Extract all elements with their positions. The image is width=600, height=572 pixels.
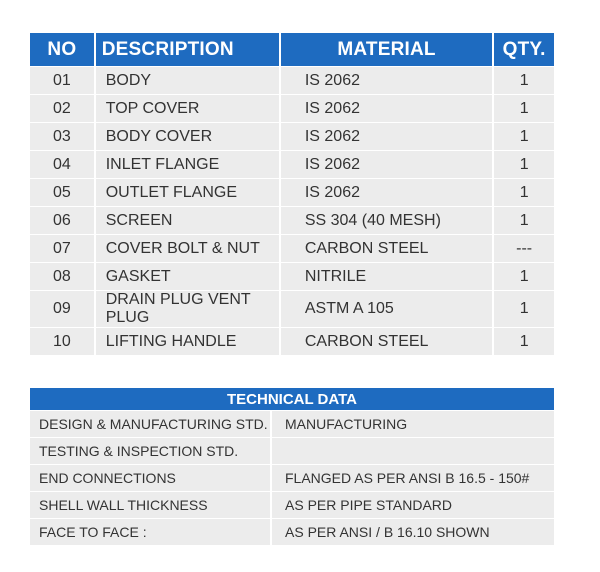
tech-label: TESTING & INSPECTION STD. — [30, 438, 270, 464]
cell-qty: 1 — [494, 207, 554, 234]
cell-material: ASTM A 105 — [281, 291, 492, 327]
table-row — [30, 179, 554, 206]
technical-data-row — [30, 519, 554, 545]
cell-no: 05 — [30, 179, 94, 206]
cell-no: 07 — [30, 235, 94, 262]
cell-description: BODY COVER — [96, 123, 279, 150]
parts-table — [28, 32, 556, 356]
cell-no: 09 — [30, 291, 94, 327]
header-description: DESCRIPTION — [96, 33, 279, 66]
cell-description: LIFTING HANDLE — [96, 328, 279, 355]
header-no: NO — [30, 33, 94, 66]
tech-label: SHELL WALL THICKNESS — [30, 492, 270, 518]
table-row — [30, 291, 554, 327]
cell-description: COVER BOLT & NUT — [96, 235, 279, 262]
cell-material: SS 304 (40 MESH) — [281, 207, 492, 234]
cell-qty: 1 — [494, 263, 554, 290]
cell-no: 08 — [30, 263, 94, 290]
cell-no: 06 — [30, 207, 94, 234]
table-row — [30, 151, 554, 178]
tech-label: FACE TO FACE : — [30, 519, 270, 545]
table-row — [30, 263, 554, 290]
table-row — [30, 328, 554, 355]
cell-material: CARBON STEEL — [281, 235, 492, 262]
cell-description: OUTLET FLANGE — [96, 179, 279, 206]
table-row — [30, 67, 554, 94]
cell-material: IS 2062 — [281, 67, 492, 94]
tech-label: DESIGN & MANUFACTURING STD. — [30, 411, 270, 437]
table-row — [30, 95, 554, 122]
technical-data-header-row — [30, 388, 554, 410]
technical-data-row — [30, 465, 554, 491]
cell-qty: --- — [494, 235, 554, 262]
cell-no: 01 — [30, 67, 94, 94]
tech-label: END CONNECTIONS — [30, 465, 270, 491]
cell-qty: 1 — [494, 151, 554, 178]
table-row — [30, 235, 554, 262]
cell-qty: 1 — [494, 123, 554, 150]
technical-data-title: TECHNICAL DATA — [30, 388, 554, 410]
cell-material: IS 2062 — [281, 151, 492, 178]
tech-value: AS PER ANSI / B 16.10 SHOWN — [272, 519, 554, 545]
cell-material: IS 2062 — [281, 95, 492, 122]
parts-header-row — [30, 33, 554, 66]
cell-no: 04 — [30, 151, 94, 178]
cell-description: INLET FLANGE — [96, 151, 279, 178]
cell-qty: 1 — [494, 291, 554, 327]
cell-description: BODY — [96, 67, 279, 94]
header-qty: QTY. — [494, 33, 554, 66]
tech-value — [272, 438, 554, 464]
cell-description: GASKET — [96, 263, 279, 290]
cell-no: 03 — [30, 123, 94, 150]
cell-material: CARBON STEEL — [281, 328, 492, 355]
header-material: MATERIAL — [281, 33, 492, 66]
cell-description: TOP COVER — [96, 95, 279, 122]
cell-description: DRAIN PLUG VENT PLUG — [96, 291, 279, 327]
cell-material: IS 2062 — [281, 179, 492, 206]
cell-material: IS 2062 — [281, 123, 492, 150]
cell-qty: 1 — [494, 179, 554, 206]
tech-value: FLANGED AS PER ANSI B 16.5 - 150# — [272, 465, 554, 491]
technical-data-row — [30, 438, 554, 464]
tech-value: MANUFACTURING — [272, 411, 554, 437]
technical-data-table — [28, 387, 556, 546]
cell-material: NITRILE — [281, 263, 492, 290]
cell-qty: 1 — [494, 95, 554, 122]
cell-qty: 1 — [494, 67, 554, 94]
technical-data-row — [30, 411, 554, 437]
cell-description: SCREEN — [96, 207, 279, 234]
tech-value: AS PER PIPE STANDARD — [272, 492, 554, 518]
cell-no: 10 — [30, 328, 94, 355]
table-row — [30, 123, 554, 150]
technical-data-row — [30, 492, 554, 518]
cell-no: 02 — [30, 95, 94, 122]
cell-qty: 1 — [494, 328, 554, 355]
table-row — [30, 207, 554, 234]
